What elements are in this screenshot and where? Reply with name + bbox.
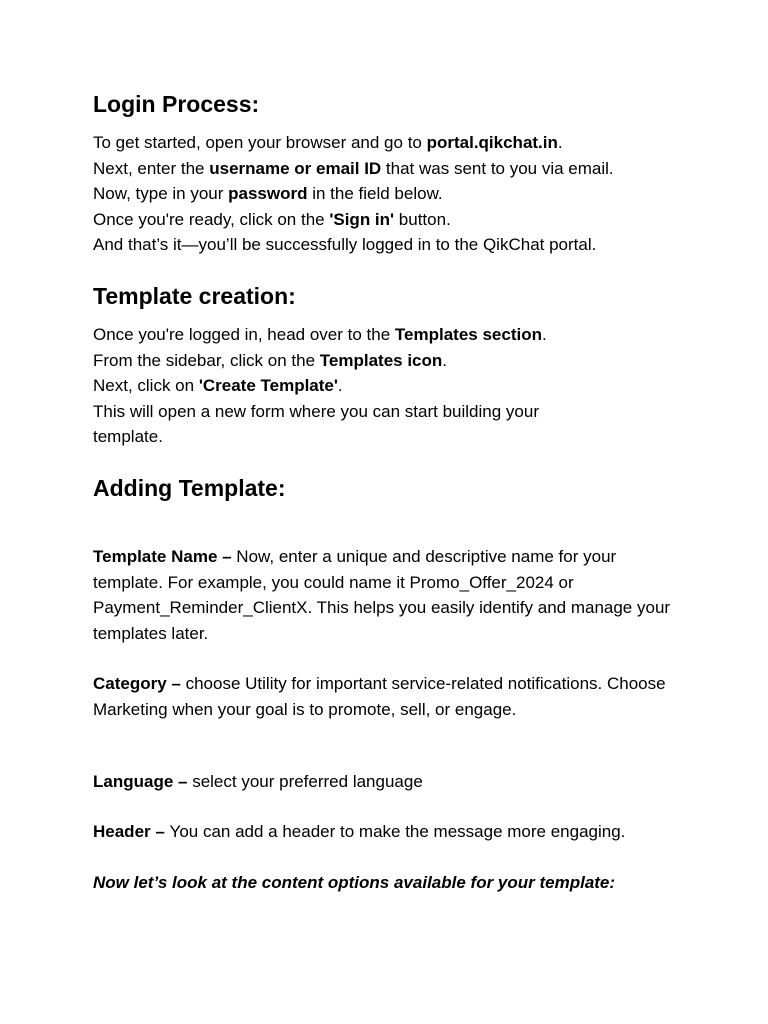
template-creation-body [93, 322, 693, 450]
creation-step-4: This will open a new form where you can start building your template. [93, 401, 539, 447]
header-label: Header – [93, 822, 170, 842]
document-page [93, 88, 693, 895]
creation-step-3: Next, click on 'Create Template'. [93, 376, 343, 396]
login-process-body [93, 130, 693, 258]
language-label: Language – [93, 771, 193, 791]
login-step-4: Once you're ready, click on the 'Sign in' button. [93, 209, 451, 229]
language-paragraph: Language – select your preferred language [93, 771, 423, 791]
category-label: Category – [93, 674, 186, 694]
login-step-2: Next, enter the username or email ID that was sent to you via email. [93, 158, 614, 178]
templates-icon-emphasis: Templates icon [319, 350, 443, 370]
category-paragraph: Category – choose Utility for important service-related notifications. Choose Marketing when your goal is to promote, sell, or engage. [93, 674, 666, 719]
templates-section-emphasis: Templates section [394, 324, 542, 344]
login-step-1: To get started, open your browser and go to portal.qikchat.in. [93, 133, 563, 152]
create-template-emphasis: 'Create Template' [198, 376, 338, 396]
portal-url: portal.qikchat.in [426, 133, 558, 152]
content-options-intro: Now let’s look at the content options available for your template: [93, 872, 616, 892]
sign-in-emphasis: 'Sign in' [329, 209, 395, 229]
template-name-label: Template Name – [93, 546, 237, 566]
template-name-paragraph: Template Name – Now, enter a unique and descriptive name for your template. For example, you could name it Promo_Offer_2024 or Payment_Reminder_ClientX. This helps you easily identify and manage your templates later. [93, 546, 671, 643]
login-process-heading: Login Process: [93, 91, 260, 117]
username-emphasis: username or email ID [209, 158, 382, 178]
login-step-5: And that’s it—you’ll be successfully logged in to the QikChat portal. [93, 235, 597, 255]
adding-template-heading: Adding Template: [93, 474, 286, 501]
login-step-3: Now, type in your password in the field below. [93, 184, 443, 204]
creation-step-1: Once you're logged in, head over to the Templates section. [93, 324, 547, 344]
header-paragraph: Header – You can add a header to make the message more engaging. [93, 822, 626, 842]
template-creation-heading: Template creation: [93, 282, 296, 309]
creation-step-2: From the sidebar, click on the Templates icon. [93, 350, 448, 370]
password-emphasis: password [228, 184, 308, 204]
